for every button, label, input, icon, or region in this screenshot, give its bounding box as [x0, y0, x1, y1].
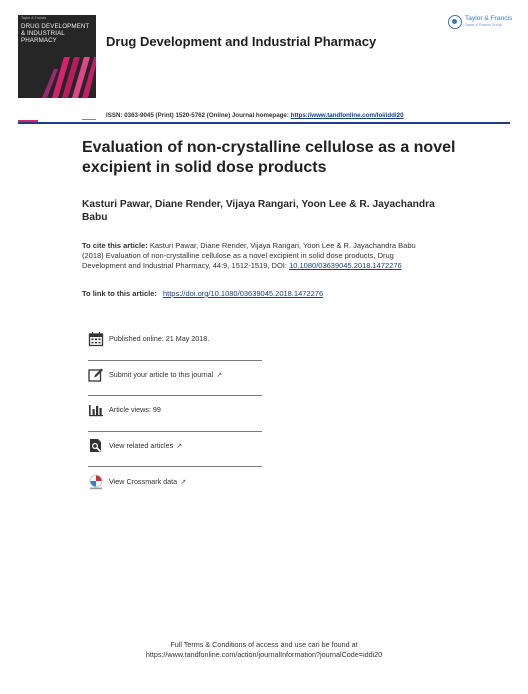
calendar-icon [88, 331, 104, 347]
row-divider [88, 466, 262, 467]
citation-label: To cite this article: [82, 241, 148, 250]
article-doi-link[interactable]: https://doi.org/10.1080/03639045.2018.1472276 [162, 289, 324, 298]
publisher-logo [448, 14, 514, 34]
row-divider [88, 431, 262, 432]
published-online-label: Published online: 21 May 2018. [109, 334, 210, 343]
crossmark-row[interactable] [88, 474, 262, 510]
row-divider [88, 360, 262, 361]
article-authors: Kasturi Pawar, Diane Render, Vijaya Rangari, Yoon Lee & R. Jayachandra Babu [82, 199, 435, 223]
external-link-icon: ↗ [216, 372, 223, 379]
external-link-icon: ↗ [180, 479, 187, 486]
cover-publisher-mark: Taylor & Francis [21, 16, 47, 20]
submit-article-label: Submit your article to this journal [109, 370, 214, 379]
article-link-line [82, 289, 442, 298]
crossmark-link[interactable] [109, 477, 186, 486]
row-divider [88, 395, 262, 396]
header-divider-mark [82, 119, 96, 120]
article-views-label: Article views: 99 [109, 405, 161, 414]
crossmark-label: View Crossmark data [109, 477, 178, 486]
bar-chart-icon [88, 402, 104, 418]
related-articles-row[interactable] [88, 438, 262, 474]
related-articles-label: View related articles [109, 441, 174, 450]
published-online-text [109, 334, 209, 343]
article-title: Evaluation of non-crystalline cellulose as a novel excipient in solid dose products [82, 139, 456, 176]
publisher-name: Taylor & Francis [465, 15, 513, 22]
header-divider [18, 122, 510, 124]
published-online-row [88, 331, 262, 367]
crossmark-icon [88, 474, 104, 490]
issn-label: ISSN: 0363-9045 (Print) 1520-5762 (Online) Journal homepage: [106, 112, 289, 119]
submit-article-row[interactable] [88, 367, 262, 403]
edit-icon [88, 367, 104, 383]
article-views-text [109, 405, 161, 414]
related-articles-link[interactable] [109, 441, 182, 450]
publisher-logo-icon [448, 15, 462, 29]
external-link-icon: ↗ [176, 443, 183, 450]
cover-journal-name: DRUG DEVELOPMENT & INDUSTRIAL PHARMACY [21, 23, 90, 45]
citation-text: Kasturi Pawar, Diane Render, Vijaya Rangari, Yoon Lee & R. Jayachandra Babu (2018) Evaluation of non-crystalline cellulose as a novel excipient in solid dose products, Drug Development and Industrial Pharmacy, 44:9, 1512-1519, DOI: [82, 241, 416, 270]
publisher-tagline: Taylor & Francis Group [465, 23, 502, 27]
journal-title: Drug Development and Industrial Pharmacy [106, 34, 377, 49]
citation-doi-link[interactable]: 10.1080/03639045.2018.1472276 [289, 261, 402, 270]
citation-block [82, 241, 432, 271]
journal-cover-image [18, 15, 96, 98]
journal-homepage-link[interactable]: https://www.tandfonline.com/loi/iddi20 [290, 112, 404, 119]
terms-link[interactable]: https://www.tandfonline.com/action/journalInformation?journalCode=iddi20 [145, 649, 383, 659]
submit-article-link[interactable] [109, 370, 222, 379]
issn-line [106, 112, 404, 119]
article-views-row [88, 402, 262, 438]
search-related-icon [88, 438, 104, 454]
terms-footer [0, 640, 528, 659]
terms-text: Full Terms & Conditions of access and use can be found at [170, 640, 358, 649]
article-link-label: To link to this article: [82, 289, 157, 298]
